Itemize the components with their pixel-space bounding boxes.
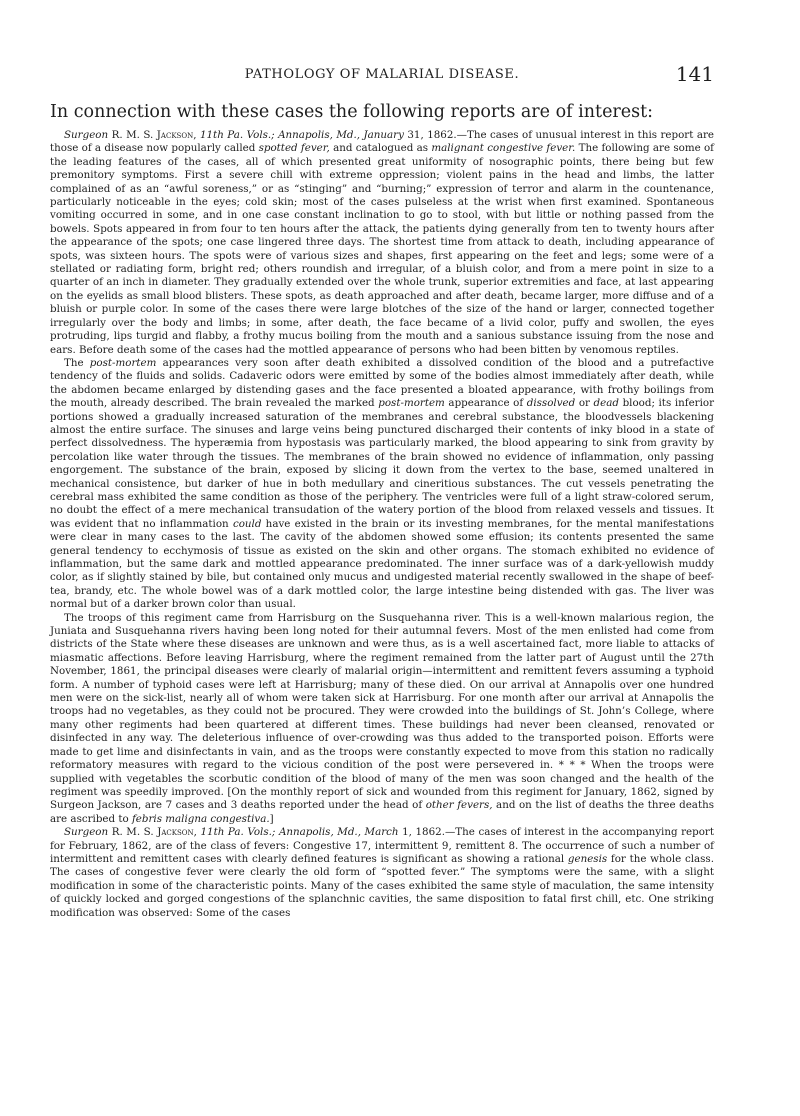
- page-number: 141: [675, 62, 714, 86]
- author-role: Surgeon: [64, 826, 109, 839]
- text-segment: The: [64, 356, 90, 369]
- term-malignant-congestive-fever: malignant congestive fever.: [431, 142, 576, 155]
- post-mortem-paragraph: [50, 357, 714, 612]
- term-spotted-fever: spotted fever,: [258, 142, 330, 155]
- report-jackson-january-paragraph: [50, 129, 714, 357]
- intro-heading: In connection with these cases the following reports are of interest:: [50, 102, 654, 122]
- text-segment: The following are some of the leading features of the cases, all of which presented great uniformity of nosographic points, there being but few premonitory symptoms. First a severe chill with extreme oppression; violent pains in the head and limbs, the latter complained of as an “awful soreness,” or as “stinging” and “burning;” expression of terror and alarm in the countenance, particularly noticeable in the eyes; cold skin; most of the cases pulseless at the wrist when first examined. Spontaneous vomiting occurred in some, and in one case constant inclination to go to stool, with but little or nothing passed from the bowels. Spots appeared in from four to ten hours after the attack, the patients dying generally from ten to twenty hours after the appearance of the spots; one case lingered three days. The shortest time from attack to death, including appearance of spots, was sixteen hours. The spots were of various sizes and shapes, first appearing on the feet and legs; some were of a stellated or radiating form, bright red; others roundish and irregular, of a bluish color, and from a mere point in size to a quarter of an inch in diameter. They gradually extended over the whole trunk, superior extremities and face, at last appearing on the eyelids as small blood blisters. These spots, as death approached and after death, became larger, more diffuse and of a bluish or purple color. In some of the cases there were large blotches of the size of the hand or larger, connected together irregularly over the body and limbs; in some, after death, the face became of a livid color, puffy and swollen, the eyes protruding, lips turgid and flabby, a frothy mucus boiling from the mouth and a sanious substance issuing from the nose and ears. Before death some of the cases had the mottled appearance of persons who had been bitten by venomous reptiles.: [50, 142, 714, 356]
- author-role: Surgeon: [64, 129, 109, 141]
- author-initials: R. M. S.: [108, 826, 158, 839]
- text-segment: The troops of this regiment came from Harrisburg on the Susquehanna river. This is a well-known malarious region, the Juniata and Susquehanna rivers having been long noted for their autumnal fevers. Most of the men enlisted had come from districts of the State where these diseases are unknown and were thus, as is a well ascertained fact, more liable to attacks of miasmatic affections. Before leaving Harrisburg, where the regiment remained from the latter part of August until the 27th November, 1861, the principal diseases were clearly of malarial origin—intermittent and remittent fevers assuming a typhoid form. A number of typhoid cases were left at Harrisburg; many of these died. On our arrival at Annapolis over one hundred men were on the sick-list, nearly all of whom were taken sick at Harrisburg. For one month after our arrival at Annapolis the troops had no vegetables, as they could not be procured. They were crowded into the buildings of St. John’s College, where many other regiments had been quartered at different times. These buildings had never been cleansed, renovated or disinfected in any way. The deleterious influence of over-crowding was thus added to the transported poison. Efforts were made to get lime and disinfectants in vain, and as the troops were constantly expected to move from this station no radically reformatory measures with regard to the vicious condition of the post were persevered in. * * * When the troops were supplied with vegetables the scorbutic condition of the blood of many of the men was soon changed and the health of the regiment was speedily improved. [On the monthly report of sick and wounded from this regiment for January, 1862, signed by Surgeon Jackson, are 7 cases and 3 deaths reported under the head of: [50, 611, 714, 812]
- text-segment: appearances very soon after death exhibited a dissolved condition of the blood and a putrefactive tendency of the fluids and solids. Cadaveric odors were emitted by some of the bodies almost immediately after death, while the abdomen became enlarged by distending gases and the face presented a bloated appearance, with frothy boilings from the mouth, already described. The brain revealed the marked: [50, 356, 714, 410]
- term-febris-maligna-congestiva: febris maligna congestiva.: [132, 812, 270, 825]
- document-page: [50, 62, 714, 920]
- text-segment: 1, 1862.—The cases of interest in the accompanying report for February, 1862, are of the class of fevers: Congestive 17, intermittent 9, remittent 8. The occurrence of such a number of intermittent and remittent cases with clearly defined features is significant as showing a rational: [50, 826, 714, 865]
- text-segment: have existed in the brain or its investing membranes, for the mental manifestations were clear in many cases to the last. The cavity of the abdomen showed some effusion; its contents presented the same general tendency to ecchymosis of tissue as existed on the skin and other organs. The stomach exhibited no evidence of inflammation, but the same dark and mottled appearance predominated. The inner surface was of a dark-yellowish muddy color, as if slightly stained by bile, but contained only mucus and undigested material recently swallowed in the shape of beef-tea, brandy, etc. The whole bowel was of a dark mottled color, the large intestine being distended with gas. The liver was normal but of a darker brown color than usual.: [50, 517, 715, 611]
- text-segment: appearance of: [444, 397, 527, 410]
- term-post-mortem: post-mortem: [89, 356, 157, 369]
- text-segment: blood; its inferior portions showed a gradually increased saturation of the membranes and cerebral substance, the bloodvessels blackening almost the entire surface. The sinuses and large veins being punctured discharged their contents of inky blood in a state of perfect dissolvedness. The hyperæmia from hypostasis was particularly marked, the blood appearing to sink from gravity by percolation like water through the tissues. The membranes of the brain showed no evidence of inflammation, only passing engorgement. The substance of the brain, exposed by slicing it down from the vertex to the base, seemed unaltered in mechanical consistence, but darker of hue in both medullary and cineritious substances. The cut vessels penetrating the cerebral mass exhibited the same condition as those of the periphery. The ventricles were full of a light straw-colored serum, no doubt the effect of a mere mechanical transudation of the watery portion of the blood from relaxed vessels and tissues. It was evident that no inflammation: [50, 397, 715, 530]
- term-genesis: genesis: [567, 852, 608, 865]
- author-initials: R. M. S.: [108, 129, 157, 141]
- author-surname: Jackson,: [156, 129, 197, 141]
- report-jackson-march-paragraph: [50, 826, 714, 920]
- report-source: 11th Pa. Vols.; Annapolis, Md., January: [199, 129, 404, 141]
- text-segment: or: [575, 397, 594, 410]
- text-segment: for the whole class. The cases of congestive fever were clearly the old form of “spotted fever.” The symptoms were the same, with a slight modification in some of the characteristic points. Many of the cases exhibited the same style of maculation, the same intensity of quickly locked and gorged congestions of the splanchnic cavities, the same disposition to fatal first chill, etc. One striking modification was observed: Some of the cases: [50, 852, 714, 919]
- text-segment: and catalogued as: [329, 142, 432, 155]
- text-segment: 31, 1862.—The cases of unusual interest in this report are those of a disease now popularly called: [50, 129, 714, 155]
- text-segment: and on the list of deaths the three deaths are ascribed to: [50, 799, 714, 825]
- term-dead: dead: [593, 397, 619, 410]
- term-post-mortem: post-mortem: [378, 397, 445, 410]
- term-dissolved: dissolved: [526, 397, 576, 410]
- running-title: PATHOLOGY OF MALARIAL DISEASE.: [244, 67, 520, 82]
- regiment-history-paragraph: [50, 612, 714, 827]
- page-header: [50, 62, 714, 92]
- author-surname: Jackson,: [157, 826, 197, 839]
- term-other-fevers: other fevers,: [425, 799, 493, 812]
- report-source: 11th Pa. Vols.; Annapolis, Md., March: [200, 826, 399, 839]
- term-could: could: [232, 517, 262, 530]
- text-segment: ]: [269, 812, 274, 825]
